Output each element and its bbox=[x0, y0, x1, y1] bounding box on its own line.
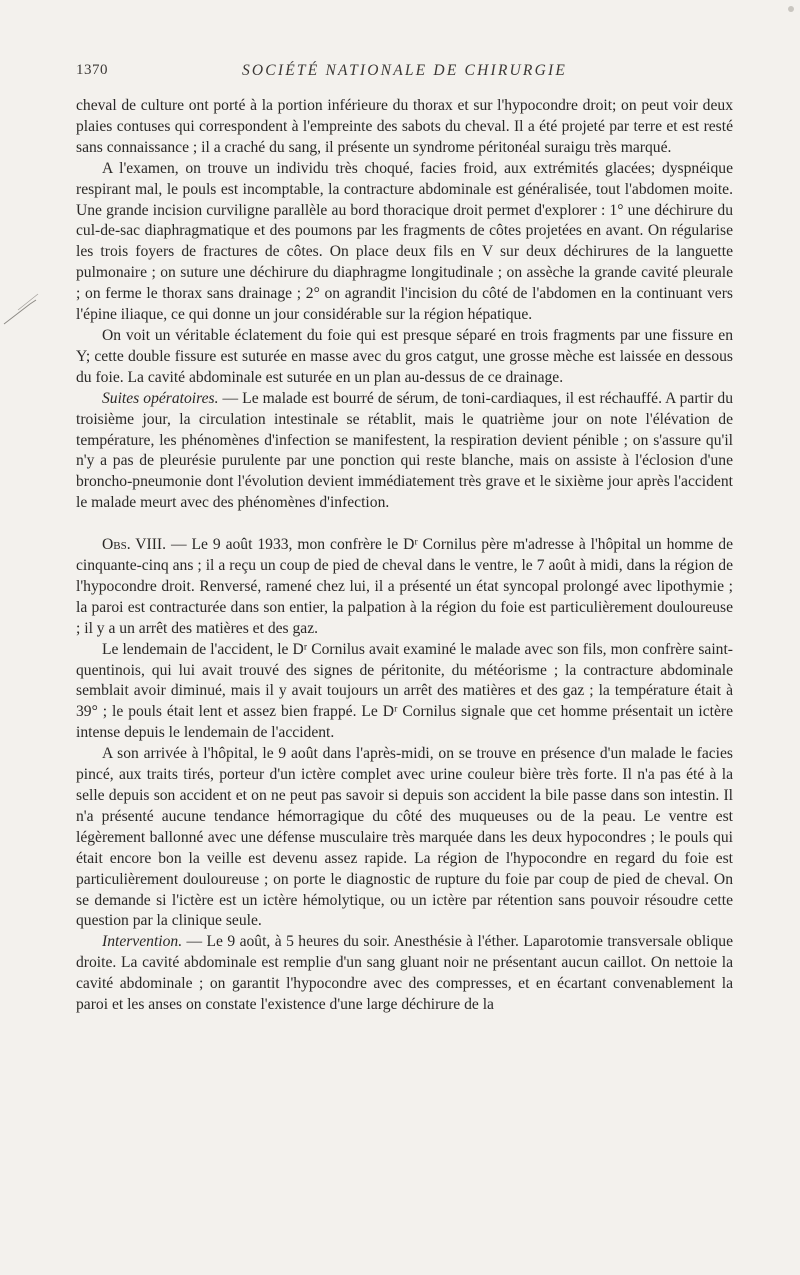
scan-speck bbox=[788, 6, 794, 12]
paragraph-liver-rupture: On voit un véritable éclatement du foie qui est presque séparé en trois fragments par une fissure en Y; cette double fissure est suturée en masse avec du gros catgut, une grosse mèche est laissée en dessous du foie. La cavité abdominale est suturée en un plan au-dessus de ce drainage. bbox=[76, 326, 733, 386]
running-title: SOCIÉTÉ NATIONALE DE CHIRURGIE bbox=[241, 62, 568, 79]
page-number: 1370 bbox=[76, 62, 108, 78]
paragraph-arrival: A son arrivée à l'hôpital, le 9 août dans l'après-midi, on se trouve en présence d'un malade le facies pincé, aux traits tirés, porteur d'un ictère complet avec urine couleur bière très forte. Il n'a pas été à la selle depuis son accident et on ne peut pas savoir si depuis son accident la bile passe dans son intestin. Il n'a présenté aucune tendance hémorragique du côté des muqueuses ou de la peau. Le ventre est légèrement ballonné avec une défense musculaire très marquée dans les deux hypocondres ; le pouls qui était encore bon la veille est devenu assez rapide. La région de l'hypocondre en regard du foie est particulièrement douloureuse ; on porte le diagnostic de rupture du foie par coup de pied de cheval. On se demande si l'ictère est un ictère hémolytique, ou un ictère par rétention sans pouvoir résoudre cette question par la clinique seule. bbox=[76, 745, 733, 930]
postoperative-text: — Le malade est bourré de sérum, de toni-cardiaques, il est réchauffé. A partir du troisième jour, la circulation intestinale se rétablit, mais le quatrième jour on note l'élévation de température, les phénomènes d'infection se manifestent, la respiration devient pénible ; on s'assure qu'il n'y a pas de pleurésie purulente par une ponction qui reste blanche, mais on assiste à l'éclosion d'une broncho-pneumonie dont l'évolution devient immédiatement très grave et le sixième jour après l'accident le malade meurt avec des phénomènes d'infection. bbox=[76, 389, 733, 512]
intervention-text: — Le 9 août, à 5 heures du soir. Anesthésie à l'éther. Laparotomie transversale oblique droite. La cavité abdominale est remplie d'un sang gluant noir ne présentant aucun caillot. On nettoie la cavité abdominale ; on garantit l'hypocondre avec des compresses, et en écartant convenablement la paroi et les anses on constate l'existence d'une large déchirure de la bbox=[76, 933, 733, 1014]
intervention-heading: Intervention. bbox=[102, 933, 183, 951]
paragraph-observation-viii bbox=[76, 535, 733, 640]
observation-heading: Obs. VIII. bbox=[102, 536, 167, 554]
body-text bbox=[76, 96, 733, 1016]
paragraph-next-day: Le lendemain de l'accident, le Dʳ Cornilus avait examiné le malade avec son fils, mon confrère saint-quentinois, qui lui avait trouvé des signes de péritonite, du météorisme ; la contracture abdominale semblait avoir diminué, mais il y avait toujours un arrêt des matières et des gaz ; la température était à 39° ; le pouls était lent et assez bien frappé. Le Dʳ Cornilus signale que cet homme présentait un ictère intense depuis le lendemain de l'accident. bbox=[76, 640, 733, 742]
paragraph-postoperative bbox=[76, 389, 733, 514]
margin-pencil-mark bbox=[0, 280, 70, 330]
page-header bbox=[76, 62, 733, 86]
postoperative-heading: Suites opératoires. bbox=[102, 389, 219, 407]
paragraph-examination: A l'examen, on trouve un individu très choqué, facies froid, aux extrémités glacées; dyspnéique respirant mal, le pouls est incomptable, la contracture abdominale est généralisée, tout l'abdomen moite. Une grande incision curviligne parallèle au bord thoracique droit permet d'explorer : 1° une déchirure du cul-de-sac diaphragmatique et des poumons par les fragments de côtes projetées en avant. On régularise les trois foyers de fractures de côtes. On place deux fils en V sur deux déchirures de la languette pulmonaire ; on suture une déchirure du diaphragme longitudinale ; on assèche la grande cavité pleurale ; on ferme le thorax sans drainage ; 2° on agrandit l'incision du côté de l'abdomen en la continuant vers l'épine iliaque, ce qui donne un jour considérable sur la région hépatique. bbox=[76, 159, 733, 324]
paragraph-intervention bbox=[76, 932, 733, 1016]
paragraph-continuation: cheval de culture ont porté à la portion inférieure du thorax et sur l'hypocondre droit; on peut voir deux plaies contuses qui correspondent à l'empreinte des sabots du cheval. Il a été projeté par terre et est resté sans connaissance ; il a craché du sang, il présente un syndrome péritonéal suraigu très marqué. bbox=[76, 97, 733, 156]
observation-text: — Le 9 août 1933, mon confrère le Dʳ Cornilus père m'adresse à l'hôpital un homme de cinquante-cinq ans ; il a reçu un coup de pied de cheval dans le ventre, le 7 août à midi, dans la région de l'hypocondre droit. Renversé, ramené chez lui, il a présenté un état syncopal prolongé avec lipothymie ; la paroi est contracturée dans son entier, la palpation à la région du foie est particulièrement douloureuse ; il y a un arrêt des matières et des gaz. bbox=[76, 536, 733, 637]
